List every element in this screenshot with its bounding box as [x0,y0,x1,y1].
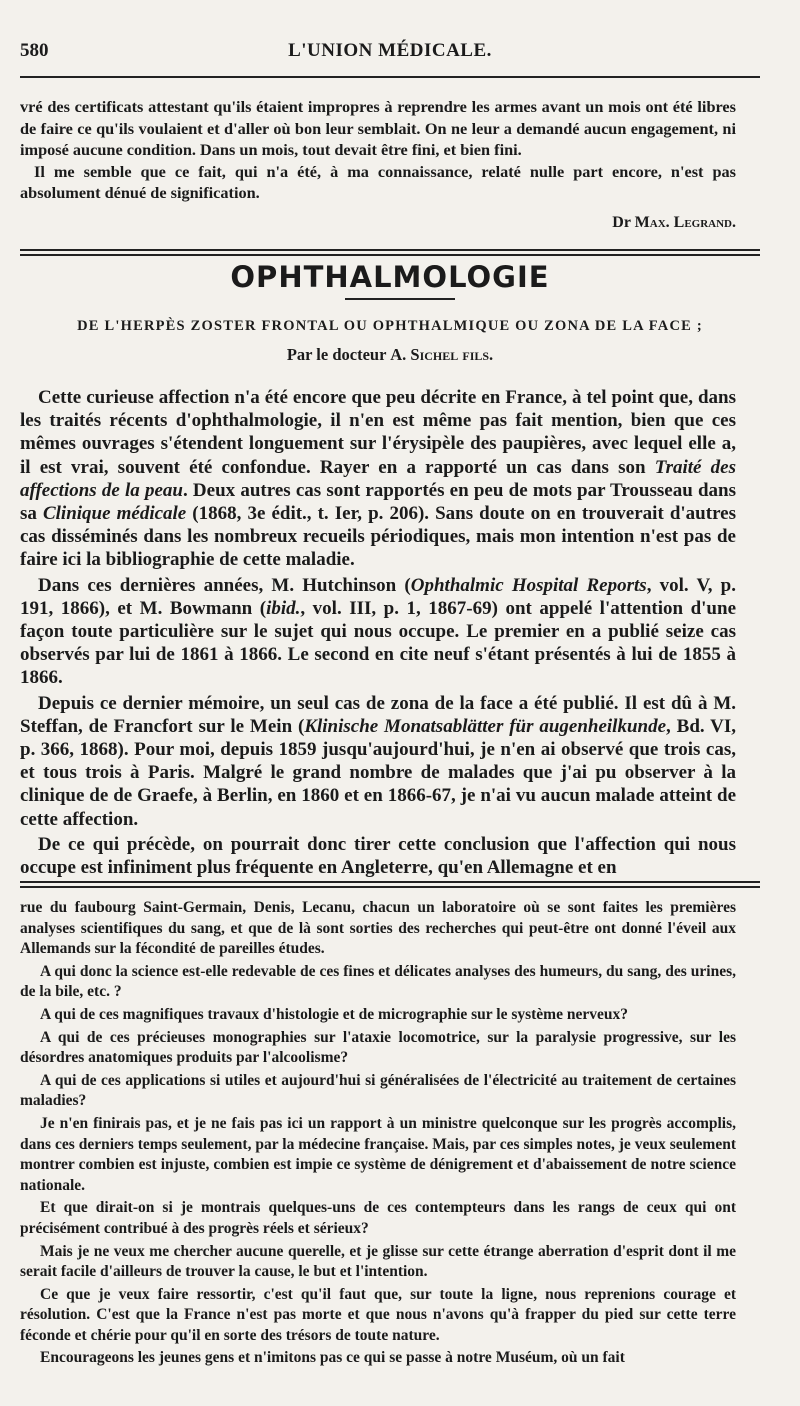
text-run: , Bd. VI, p. 366, 1868). Pour moi, depuis 1859 jusqu'aujourd'hui, je n'en ai observé que trois cas, et tous trois à Paris. Malgré le grand nombre de malades que j'ai pu observer à la clinique de de Graefe, à Berlin, en 1860 et en 1866-67, je n'ai vu aucun malade atteint de cette affection. [20,715,737,830]
feuilleton-paragraph: Je n'en finirais pas, et je ne fais pas ici un rapport à un ministre quelconque sur les progrès accomplis, dans ces derniers temps seulement, par la médecine française. Mais, par ces simples notes, je veux seulement montrer combien est injuste, combien est impie ce système de dénigrement et d'abaissement de notre science nationale. [20,1114,736,1194]
feuilleton-paragraph: rue du faubourg Saint-Germain, Denis, Lecanu, chacun un laboratoire où se sont faites les premières analyses scientifiques du sang, et que de là sont sorties des recherches qui peut-être ont donné l'éveil aux Allemands sur la fécondité de pareilles études. [20,899,736,958]
signature-prefix: Dr [612,213,631,231]
book-title: Traité des affections de la peau [20,456,736,501]
page-header [20,40,760,72]
running-title: L'UNION MÉDICALE. [288,40,492,61]
section-double-rule-top [20,249,760,251]
preceding-paragraph: vré des certificats attestant qu'ils étaient impropres à reprendre les armes avant un mois ont été libres de faire ce qu'ils voulaient et d'aller où bon leur semblait. On ne leur a demandé aucun engagement, ni imposé aucune condition. Dans un mois, tout devait être fini, et bien fini. [20,97,736,160]
byline [20,345,760,365]
article-paragraph [20,386,736,572]
article-body [20,386,736,879]
header-rule [20,76,760,78]
text-run: Depuis ce dernier mémoire, un seul cas de zona de la face a été publié. Il est dû à M. Steffan, de Francfort sur le Mein ( [20,692,736,737]
feuilleton-paragraph: A qui de ces magnifiques travaux d'histologie et de micrographie sur le système nerveux? [40,1005,628,1023]
preceding-paragraph: Il me semble que ce fait, qui n'a été, à ma connaissance, relaté nulle part encore, n'est pas absolument dénué de signification. [20,161,736,203]
signature [20,212,736,234]
journal-title: Ophthalmic Hospital Reports [410,574,647,596]
feuilleton-paragraph: Ce que je veux faire ressortir, c'est qu'il faut que, sur toute la ligne, nous reprenions courage et résolution. C'est que la France n'est pas morte et que nous n'avons qu'à frapper du pied sur cette terre féconde et chérie pour qu'il en sorte des trésors de toute nature. [20,1285,736,1344]
section-double-rule-bottom [20,254,760,256]
byline-prefix: Par le docteur [286,345,387,364]
feuilleton-paragraph: A qui de ces précieuses monographies sur l'ataxie locomotrice, sur la paralysie progressive, sur les désordres anatomiques produits par l'alcoolisme? [20,1028,736,1067]
text-run: Cette curieuse affection n'a été encore que peu décrite en France, à tel point que, dans les traités récents d'ophthalmologie, il n'en est même pas fait mention, bien que ces mêmes ouvrages s'étendent longuement sur l'érysipèle des paupières, avec lequel elle a, il est vrai, souvent été confondue. Rayer en a rapporté un cas dans son [20,387,736,478]
page-number: 580 [20,40,49,61]
text-run: , vol. III, p. 1, 1867-69) ont appelé l'attention d'une façon toute particulière sur le sujet qui nous occupe. Le premier en a publié seize cas observés par lui de 1861 à 1866. Le second en cite neuf s'étant présentés à lui de 1855 à 1866. [20,597,737,689]
article-paragraph: De ce qui précède, on pourrait donc tirer cette conclusion que l'affection qui nous occupe est infiniment plus fréquente en Angleterre, qu'en Allemagne et en [20,833,736,879]
text-run: Dans ces dernières années, M. Hutchinson ( [38,574,411,596]
journal-title: ibid. [266,597,301,619]
feuilleton-paragraph: A qui de ces applications si utiles et aujourd'hui si généralisées de l'électricité au traitement de certaines maladies? [20,1071,736,1110]
feuilleton-paragraph: Mais je ne veux me chercher aucune querelle, et je glisse sur cette étrange aberration d'esprit dont il me serait facile d'ailleurs de trouver la cause, le but et l'intention. [20,1242,736,1281]
feuilleton-double-rule-bottom [20,886,760,888]
section-title-underline [345,298,455,300]
text-run: . Deux autres cas sont rapportés en peu de mots par Trousseau dans sa [20,479,736,525]
feuilleton-paragraph: Encourageons les jeunes gens et n'imitons pas ce qui se passe à notre Muséum, où un fait [40,1349,625,1367]
section-title: OPHTHALMOLOGIE [230,260,550,294]
author-name: A. Sichel fils. [390,345,494,364]
feuilleton [20,898,736,1369]
feuilleton-paragraph: Et que dirait-on si je montrais quelques-uns de ces contempteurs dans les rangs de ceux qui ont précisément contribué à des progrès réels et sérieux? [20,1199,736,1237]
journal-title: Klinische Monatsablätter für augenheilkunde [304,715,667,737]
preceding-article-end [20,96,736,234]
feuilleton-double-rule-top [20,881,760,883]
article-paragraph [20,692,736,831]
feuilleton-paragraph: A qui donc la science est-elle redevable de ces fines et délicates analyses des humeurs, du sang, des urines, de la bile, etc. ? [20,962,736,1001]
signature-name: Max. Legrand. [634,213,736,231]
text-run: (1868, 3e édit., t. Ier, p. 206). Sans doute on en trouverait d'autres cas disséminés dans les nombreux recueils périodiques, mais mon intention n'est pas de faire ici la bibliographie de cette maladie. [20,503,736,571]
text-run: , vol. V, p. 191, 1866), et M. Bowmann ( [20,574,736,619]
article-paragraph [20,574,736,690]
article-title: DE L'HERPÈS ZOSTER FRONTAL OU OPHTHALMIQUE OU ZONA DE LA FACE ; [77,318,703,334]
book-title: Clinique médicale [42,503,187,525]
